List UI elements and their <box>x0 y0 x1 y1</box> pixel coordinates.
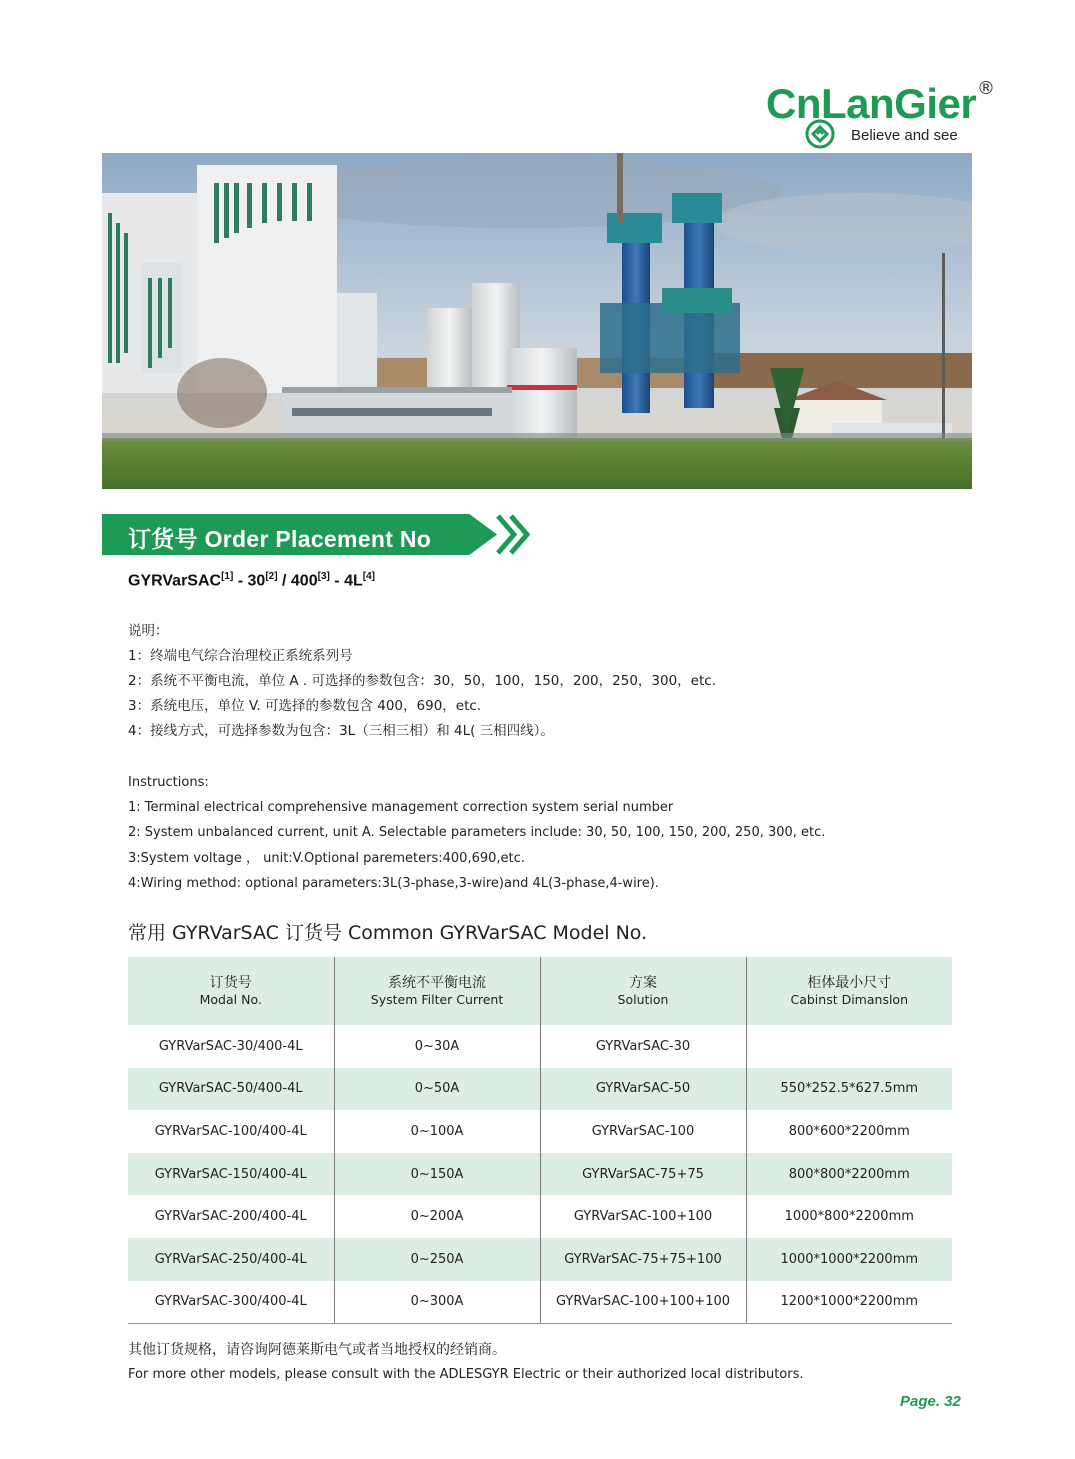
brand-logo <box>766 78 1001 153</box>
footer-note-english: For more other models, please consult with the ADLESGYR Electric or their authorized local distributors. <box>128 1367 804 1382</box>
cell-dimension: 800*800*2200mm <box>746 1153 952 1196</box>
code-current: 30 <box>247 572 266 590</box>
cell-solution: GYRVarSAC-50 <box>540 1068 746 1111</box>
header-model-no <box>128 957 334 1025</box>
header-dimension <box>746 957 952 1025</box>
code-sep-3: - <box>329 572 345 590</box>
cell-current: 0~50A <box>334 1068 540 1111</box>
cell-dimension: 800*600*2200mm <box>788 1123 910 1139</box>
header-en: Cabinst Dimanslon <box>790 992 909 1007</box>
code-series: GYRVarSAC <box>128 572 222 590</box>
code-sup-3: [3] <box>317 571 330 582</box>
table-row <box>128 1025 952 1068</box>
table-title: 常用 GYRVarSAC 订货号 Common GYRVarSAC Model No. <box>128 922 648 944</box>
code-sep-2: / <box>277 572 291 590</box>
table-row <box>128 1281 952 1324</box>
cell-dimension: 550*252.5*627.5mm <box>746 1068 952 1111</box>
header-en: Solution <box>617 992 669 1007</box>
cell-solution: GYRVarSAC-75+75+100 <box>540 1238 746 1281</box>
note-line: 1：终端电气综合治理校正系统系列号 <box>128 648 353 664</box>
cell-model: GYRVarSAC-200/400-4L <box>128 1195 334 1238</box>
registered-mark: ® <box>977 78 995 99</box>
cell-dimension: 1000*1000*2200mm <box>746 1238 952 1281</box>
order-placement-banner <box>102 514 532 555</box>
cell-solution: GYRVarSAC-30 <box>540 1025 746 1068</box>
note-line: 3：系统电压，单位 V. 可选择的参数包含 400，690，etc. <box>128 698 482 714</box>
cell-current: 0~100A <box>334 1110 540 1153</box>
cell-model: GYRVarSAC-100/400-4L <box>128 1110 334 1153</box>
table-row <box>128 1153 952 1196</box>
cell-solution: GYRVarSAC-100 <box>540 1110 746 1153</box>
notes-chinese <box>128 621 716 746</box>
cell-solution: GYRVarSAC-75+75 <box>540 1153 746 1196</box>
note-line: 2：系统不平衡电流，单位 A . 可选择的参数包含：30，50，100，150，200，250，300，etc. <box>128 673 716 689</box>
note-line: 2: System unbalanced current, unit A. Selectable parameters include: 30, 50, 100, 150, 200, 250, 300, etc. <box>128 825 826 841</box>
table-header-row <box>128 957 952 1025</box>
cell-current: 0~300A <box>334 1281 540 1324</box>
double-chevron-icon <box>494 514 534 555</box>
brand-name: CnLanGier <box>766 80 977 127</box>
header-cn: 方案 <box>629 975 657 991</box>
note-line: 4:Wiring method: optional parameters:3L(3-phase,3-wire)and 4L(3-phase,4-wire). <box>128 875 659 891</box>
cell-current: 0~200A <box>334 1195 540 1238</box>
cell-current: 0~30A <box>334 1025 540 1068</box>
cell-model: GYRVarSAC-30/400-4L <box>128 1025 334 1068</box>
header-solution <box>540 957 746 1025</box>
cnlangier-logo-mark-icon <box>804 118 836 150</box>
header-en: System Filter Current <box>370 992 504 1007</box>
table-row <box>128 1195 952 1238</box>
table-row <box>128 1110 952 1153</box>
note-line: Instructions: <box>128 775 209 790</box>
section-title: 订货号 Order Placement No <box>128 526 432 552</box>
footer-note-chinese: 其他订货规格，请咨询阿德莱斯电气或者当地授权的经销商。 <box>128 1342 506 1358</box>
code-sup-2: [2] <box>265 571 278 582</box>
model-table <box>128 957 952 1324</box>
note-line: 3:System voltage ， unit:V.Optional paremeters:400,690,etc. <box>128 850 525 866</box>
header-cn: 系统不平衡电流 <box>388 975 486 991</box>
cell-dimension: 1000*800*2200mm <box>784 1209 914 1225</box>
cell-model: GYRVarSAC-300/400-4L <box>128 1281 334 1324</box>
header-cn: 订货号 <box>209 975 252 991</box>
table-row <box>128 1068 952 1111</box>
note-line: 1: Terminal electrical comprehensive management correction system serial number <box>128 800 674 816</box>
cell-model: GYRVarSAC-150/400-4L <box>128 1153 334 1196</box>
code-sup-4: [4] <box>362 571 375 582</box>
header-cn: 柜体最小尺寸 <box>807 975 892 991</box>
note-line: 4：接线方式，可选择参数为包含：3L（三相三相）和 4L( 三相四线）。 <box>128 723 554 739</box>
cell-solution: GYRVarSAC-100+100 <box>540 1195 746 1238</box>
cell-current: 0~150A <box>334 1153 540 1196</box>
code-sep-1: - <box>233 572 248 590</box>
cell-model: GYRVarSAC-250/400-4L <box>128 1238 334 1281</box>
code-wiring: 4L <box>344 572 363 590</box>
model-code-format <box>128 571 375 590</box>
header-current <box>334 957 540 1025</box>
code-sup-1: [1] <box>221 571 234 582</box>
note-line: 说明： <box>128 623 169 639</box>
cell-solution: GYRVarSAC-100+100+100 <box>540 1281 746 1324</box>
notes-english <box>128 774 825 900</box>
cell-current: 0~250A <box>334 1238 540 1281</box>
code-voltage: 400 <box>290 572 318 590</box>
table-row <box>128 1238 952 1281</box>
header-en: Modal No. <box>199 992 262 1007</box>
brand-slogan: Believe and see <box>851 127 958 144</box>
cell-model: GYRVarSAC-50/400-4L <box>128 1068 334 1111</box>
cell-dimension: 1200*1000*2200mm <box>746 1281 952 1324</box>
industrial-plant-photo <box>102 153 972 489</box>
page-number: Page. 32 <box>900 1393 961 1410</box>
cell-dimension <box>746 1025 952 1068</box>
